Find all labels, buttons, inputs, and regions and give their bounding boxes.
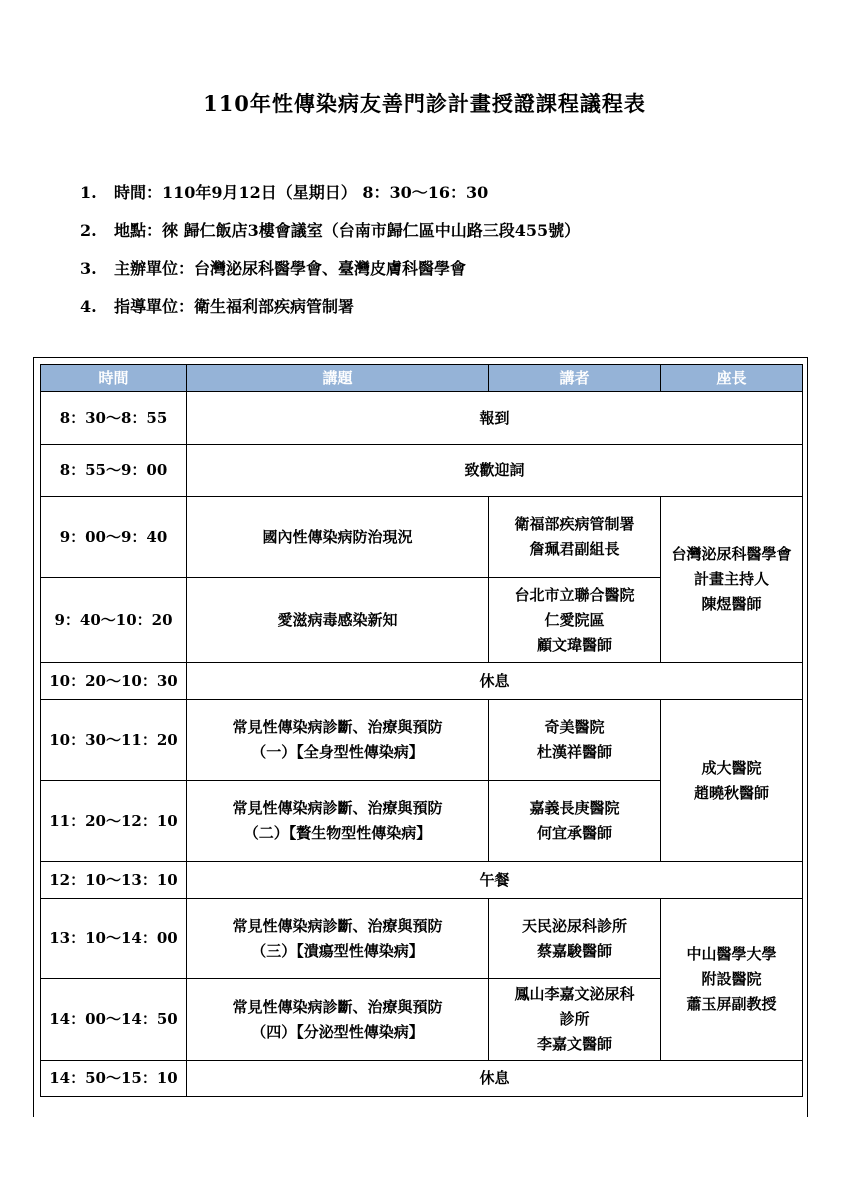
info-time xyxy=(80,176,580,214)
speaker-cell xyxy=(489,700,661,781)
header-topic: 講題 xyxy=(187,365,489,392)
speaker-line: 仁愛院區 xyxy=(544,610,605,629)
page-title: 110年性傳染病友善門診計畫授證課程議程表 xyxy=(203,91,646,116)
speaker-line: 奇美醫院 xyxy=(544,718,605,736)
speaker-cell xyxy=(489,497,661,578)
info-text: 指導單位：衛生福利部疾病管制署 xyxy=(114,297,355,316)
chair-line: 計畫主持人 xyxy=(693,570,769,588)
time-cell: 13：10～14：00 xyxy=(41,899,187,979)
speaker-cell xyxy=(489,979,661,1061)
info-number: 3. xyxy=(80,259,97,278)
table-header-row xyxy=(41,365,803,392)
speaker-line: 李嘉文醫師 xyxy=(536,1035,612,1053)
table-row xyxy=(41,700,803,781)
speaker-line: 衛福部疾病管制署 xyxy=(514,515,635,533)
time-cell: 8：30～8：55 xyxy=(41,392,187,445)
chair-cell xyxy=(661,700,803,862)
header-speaker: 講者 xyxy=(489,365,661,392)
table-row xyxy=(41,1061,803,1097)
time-cell: 9：00～9：40 xyxy=(41,497,187,578)
topic-line: 愛滋病毒感染新知 xyxy=(277,610,398,629)
speaker-line: 台北市立聯合醫院 xyxy=(514,585,635,604)
chair-line: 蕭玉屏副教授 xyxy=(686,995,777,1013)
header-chair: 座長 xyxy=(661,365,803,392)
table-row xyxy=(41,392,803,445)
info-text: 時間：110年9月12日（星期日） 8：30～16：30 xyxy=(114,183,489,202)
speaker-cell xyxy=(489,578,661,663)
table-row xyxy=(41,663,803,700)
chair-line: 附設醫院 xyxy=(701,970,762,988)
info-location xyxy=(80,214,580,252)
topic-cell xyxy=(187,781,489,862)
time-cell: 9：40～10：20 xyxy=(41,578,187,663)
time-cell: 11：20～12：10 xyxy=(41,781,187,862)
topic-line: （三）【潰瘍型性傳染病】 xyxy=(251,941,424,960)
time-cell: 12：10～13：10 xyxy=(41,862,187,899)
time-cell: 14：50～15：10 xyxy=(41,1061,187,1097)
time-cell: 10：20～10：30 xyxy=(41,663,187,700)
event-cell: 致歡迎詞 xyxy=(187,445,803,497)
table-row xyxy=(41,497,803,578)
speaker-line: 嘉義長庚醫院 xyxy=(529,799,620,817)
speaker-cell xyxy=(489,781,661,862)
topic-line: （二）【贅生物型性傳染病】 xyxy=(243,824,432,842)
topic-line: 常見性傳染病診斷、治療與預防 xyxy=(232,718,443,736)
speaker-line: 天民泌尿科診所 xyxy=(521,916,627,935)
topic-cell xyxy=(187,700,489,781)
chair-cell xyxy=(661,899,803,1061)
event-info-list xyxy=(80,176,580,328)
topic-cell xyxy=(187,497,489,578)
chair-line: 台灣泌尿科醫學會 xyxy=(671,545,792,563)
header-time: 時間 xyxy=(41,365,187,392)
topic-line: （四）【分泌型性傳染病】 xyxy=(251,1022,424,1041)
agenda-table xyxy=(40,364,803,1097)
time-cell: 10：30～11：20 xyxy=(41,700,187,781)
chair-line: 成大醫院 xyxy=(701,758,762,777)
speaker-line: 詹珮君副組長 xyxy=(529,540,620,558)
speaker-line: 蔡嘉駿醫師 xyxy=(536,941,612,960)
speaker-line: 顧文瑋醫師 xyxy=(536,635,612,654)
speaker-line: 何宜承醫師 xyxy=(536,824,612,842)
time-cell: 14：00～14：50 xyxy=(41,979,187,1061)
table-row xyxy=(41,899,803,979)
topic-line: 常見性傳染病診斷、治療與預防 xyxy=(232,997,443,1016)
event-cell: 午餐 xyxy=(187,862,803,899)
speaker-cell xyxy=(489,899,661,979)
topic-cell xyxy=(187,979,489,1061)
info-number: 1. xyxy=(80,183,97,202)
info-text: 地點：徠 歸仁飯店3樓會議室（台南市歸仁區中山路三段455號） xyxy=(114,221,581,240)
topic-line: 國內性傳染病防治現況 xyxy=(262,527,413,546)
speaker-line: 杜漢祥醫師 xyxy=(536,743,612,761)
info-number: 2. xyxy=(80,221,97,240)
event-cell: 休息 xyxy=(187,1061,803,1097)
info-supervisor xyxy=(80,290,580,328)
topic-cell xyxy=(187,899,489,979)
table-row xyxy=(41,445,803,497)
chair-cell xyxy=(661,497,803,663)
topic-line: 常見性傳染病診斷、治療與預防 xyxy=(232,799,443,817)
chair-line: 趙曉秋醫師 xyxy=(693,783,769,802)
topic-line: 常見性傳染病診斷、治療與預防 xyxy=(232,916,443,935)
chair-line: 陳煜醫師 xyxy=(701,595,762,613)
time-cell: 8：55～9：00 xyxy=(41,445,187,497)
info-text: 主辦單位：台灣泌尿科醫學會、臺灣皮膚科醫學會 xyxy=(114,259,467,278)
chair-line: 中山醫學大學 xyxy=(686,945,777,963)
info-number: 4. xyxy=(80,297,97,316)
event-cell: 報到 xyxy=(187,392,803,445)
topic-line: （一）【全身型性傳染病】 xyxy=(251,743,424,761)
speaker-line: 鳳山李嘉文泌尿科 xyxy=(514,985,635,1003)
speaker-line: 診所 xyxy=(559,1010,590,1028)
event-cell: 休息 xyxy=(187,663,803,700)
table-row xyxy=(41,862,803,899)
info-organizer xyxy=(80,252,580,290)
topic-cell xyxy=(187,578,489,663)
